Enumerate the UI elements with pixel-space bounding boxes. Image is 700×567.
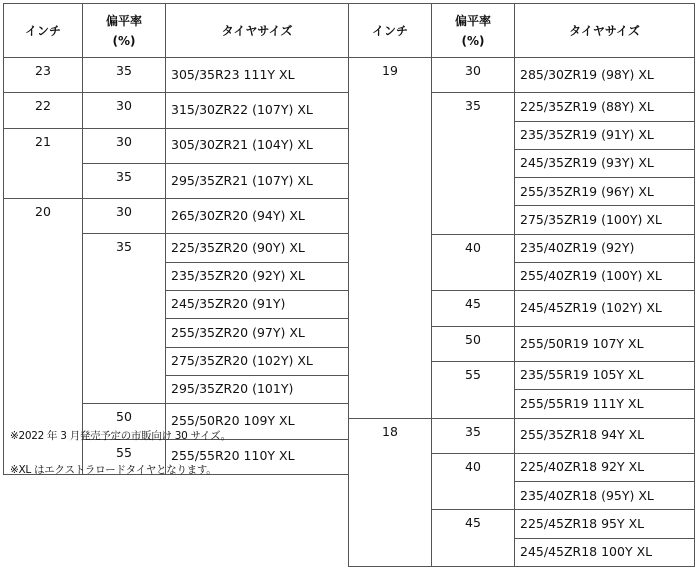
aspect-cell: 50 <box>83 404 166 439</box>
size-cell: 245/45ZR19 (102Y) XL <box>515 291 695 326</box>
aspect-cell: 45 <box>432 291 515 326</box>
size-cell: 265/30ZR20 (94Y) XL <box>166 199 349 234</box>
table-row <box>349 58 695 93</box>
size-cell: 245/35ZR19 (93Y) XL <box>515 149 695 177</box>
tire-size-table-right <box>348 3 695 567</box>
size-cell: 315/30ZR22 (107Y) XL <box>166 93 349 128</box>
size-cell: 225/35ZR20 (90Y) XL <box>166 234 349 262</box>
inch-cell: 22 <box>4 93 83 128</box>
size-cell: 255/40ZR19 (100Y) XL <box>515 263 695 291</box>
size-cell: 235/35ZR20 (92Y) XL <box>166 262 349 290</box>
size-cell: 235/55R19 105Y XL <box>515 361 695 389</box>
inch-cell: 20 <box>4 199 83 475</box>
size-cell: 275/35ZR19 (100Y) XL <box>515 206 695 234</box>
header-inch: インチ <box>349 4 432 58</box>
aspect-cell: 30 <box>83 128 166 163</box>
size-cell: 255/50R20 109Y XL <box>166 404 349 439</box>
table-row <box>4 128 349 163</box>
size-cell: 255/50R19 107Y XL <box>515 326 695 361</box>
table-header-row <box>349 4 695 58</box>
inch-cell: 23 <box>4 58 83 93</box>
size-cell: 255/35ZR19 (96Y) XL <box>515 178 695 206</box>
table-row <box>4 58 349 93</box>
aspect-cell: 50 <box>432 326 515 361</box>
table-row <box>4 199 349 234</box>
size-cell: 295/35ZR21 (107Y) XL <box>166 163 349 198</box>
size-cell: 285/30ZR19 (98Y) XL <box>515 58 695 93</box>
header-aspect: 偏平率 (%) <box>432 4 515 58</box>
footnote-xl: ※XL はエクストラロードタイヤとなります。 <box>10 464 217 476</box>
aspect-cell: 40 <box>432 234 515 291</box>
header-inch: インチ <box>4 4 83 58</box>
aspect-cell: 55 <box>83 439 166 474</box>
aspect-cell: 55 <box>432 361 515 418</box>
size-cell: 255/55R20 110Y XL <box>166 439 349 474</box>
table-row <box>4 93 349 128</box>
footnote-release: ※2022 年 3 月発売予定の市販向け 30 サイズ。 <box>10 430 231 442</box>
size-cell: 305/35R23 111Y XL <box>166 58 349 93</box>
inch-cell: 19 <box>349 58 432 419</box>
inch-cell: 18 <box>349 418 432 566</box>
aspect-cell: 35 <box>83 163 166 198</box>
tire-size-table-left <box>3 3 349 475</box>
aspect-cell: 40 <box>432 453 515 510</box>
aspect-cell: 35 <box>432 418 515 453</box>
header-size: タイヤサイズ <box>515 4 695 58</box>
size-cell: 295/35ZR20 (101Y) <box>166 375 349 403</box>
size-cell: 245/45ZR18 100Y XL <box>515 538 695 566</box>
size-cell: 225/45ZR18 95Y XL <box>515 510 695 538</box>
size-cell: 225/35ZR19 (88Y) XL <box>515 93 695 121</box>
header-size: タイヤサイズ <box>166 4 349 58</box>
size-cell: 255/55R19 111Y XL <box>515 390 695 418</box>
aspect-cell: 30 <box>83 93 166 128</box>
size-cell: 225/40ZR18 92Y XL <box>515 453 695 481</box>
table-row <box>349 418 695 453</box>
size-cell: 235/35ZR19 (91Y) XL <box>515 121 695 149</box>
aspect-cell: 35 <box>83 58 166 93</box>
footnotes <box>10 428 340 496</box>
size-cell: 235/40ZR18 (95Y) XL <box>515 482 695 510</box>
table-header-row <box>4 4 349 58</box>
size-cell: 305/30ZR21 (104Y) XL <box>166 128 349 163</box>
aspect-cell: 30 <box>432 58 515 93</box>
inch-cell: 21 <box>4 128 83 199</box>
size-cell: 255/35ZR20 (97Y) XL <box>166 319 349 347</box>
aspect-cell: 35 <box>432 93 515 234</box>
size-cell: 275/35ZR20 (102Y) XL <box>166 347 349 375</box>
size-cell: 255/35ZR18 94Y XL <box>515 418 695 453</box>
header-aspect: 偏平率 (%) <box>83 4 166 58</box>
size-cell: 235/40ZR19 (92Y) <box>515 234 695 262</box>
size-cell: 245/35ZR20 (91Y) <box>166 291 349 319</box>
aspect-cell: 45 <box>432 510 515 567</box>
aspect-cell: 35 <box>83 234 166 404</box>
aspect-cell: 30 <box>83 199 166 234</box>
